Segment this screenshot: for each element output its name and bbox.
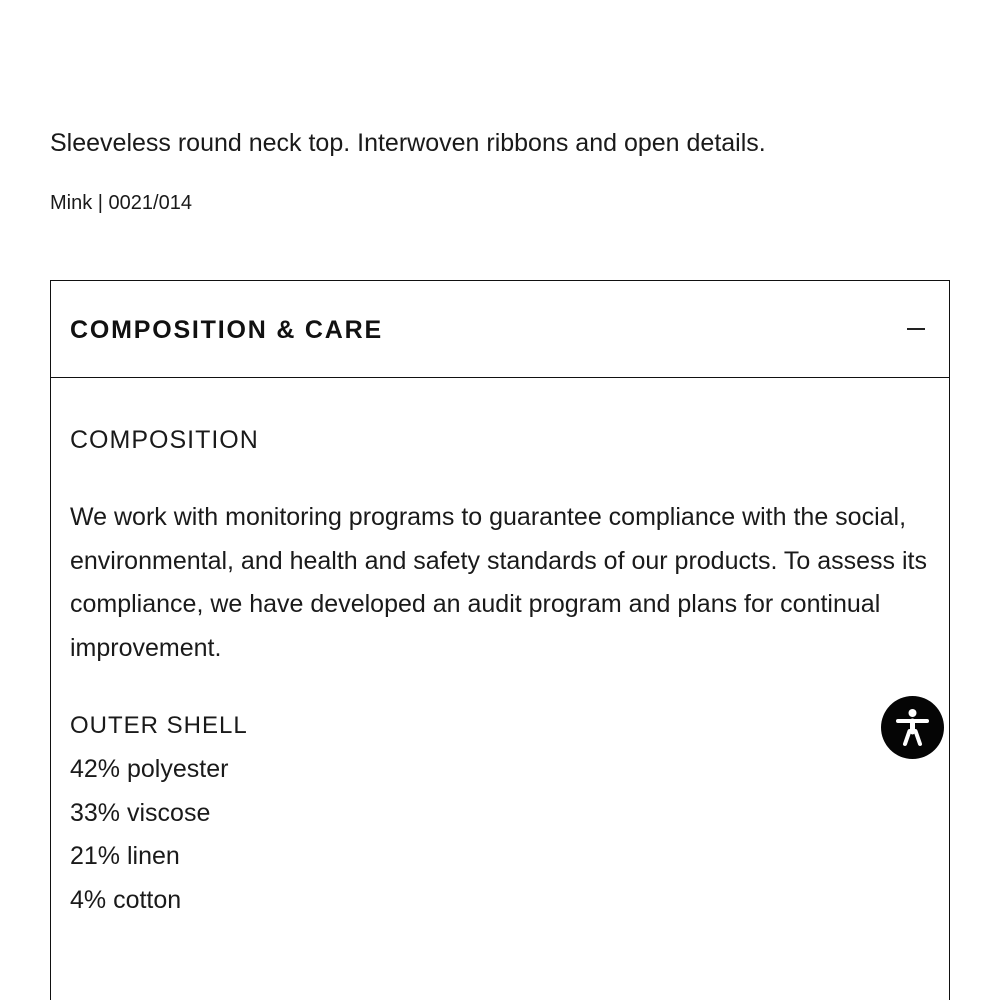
material-item: 33% viscose	[70, 798, 211, 827]
product-description: Sleeveless round neck top. Interwoven ribbons and open details.	[50, 129, 766, 157]
product-color-reference: Mink | 0021/014	[50, 192, 192, 214]
composition-paragraph: We work with monitoring programs to guarantee compliance with the social, environmental, and health and safety standards of our products. To assess its compliance, we have developed an audit program and plans for continual improvement.	[70, 503, 927, 662]
outer-shell-heading: OUTER SHELL	[70, 712, 248, 739]
composition-care-accordion-header[interactable]	[51, 281, 949, 378]
material-item: 42% polyester	[70, 755, 229, 783]
accessibility-button[interactable]	[881, 696, 944, 759]
accordion-title: COMPOSITION & CARE	[70, 316, 383, 344]
material-item: 21% linen	[70, 842, 180, 870]
materials-list	[70, 748, 228, 922]
composition-care-accordion	[50, 280, 950, 1000]
material-item: 4% cotton	[70, 885, 182, 914]
accessibility-icon	[881, 696, 944, 759]
minus-icon[interactable]	[907, 328, 925, 330]
composition-heading: COMPOSITION	[70, 426, 259, 454]
